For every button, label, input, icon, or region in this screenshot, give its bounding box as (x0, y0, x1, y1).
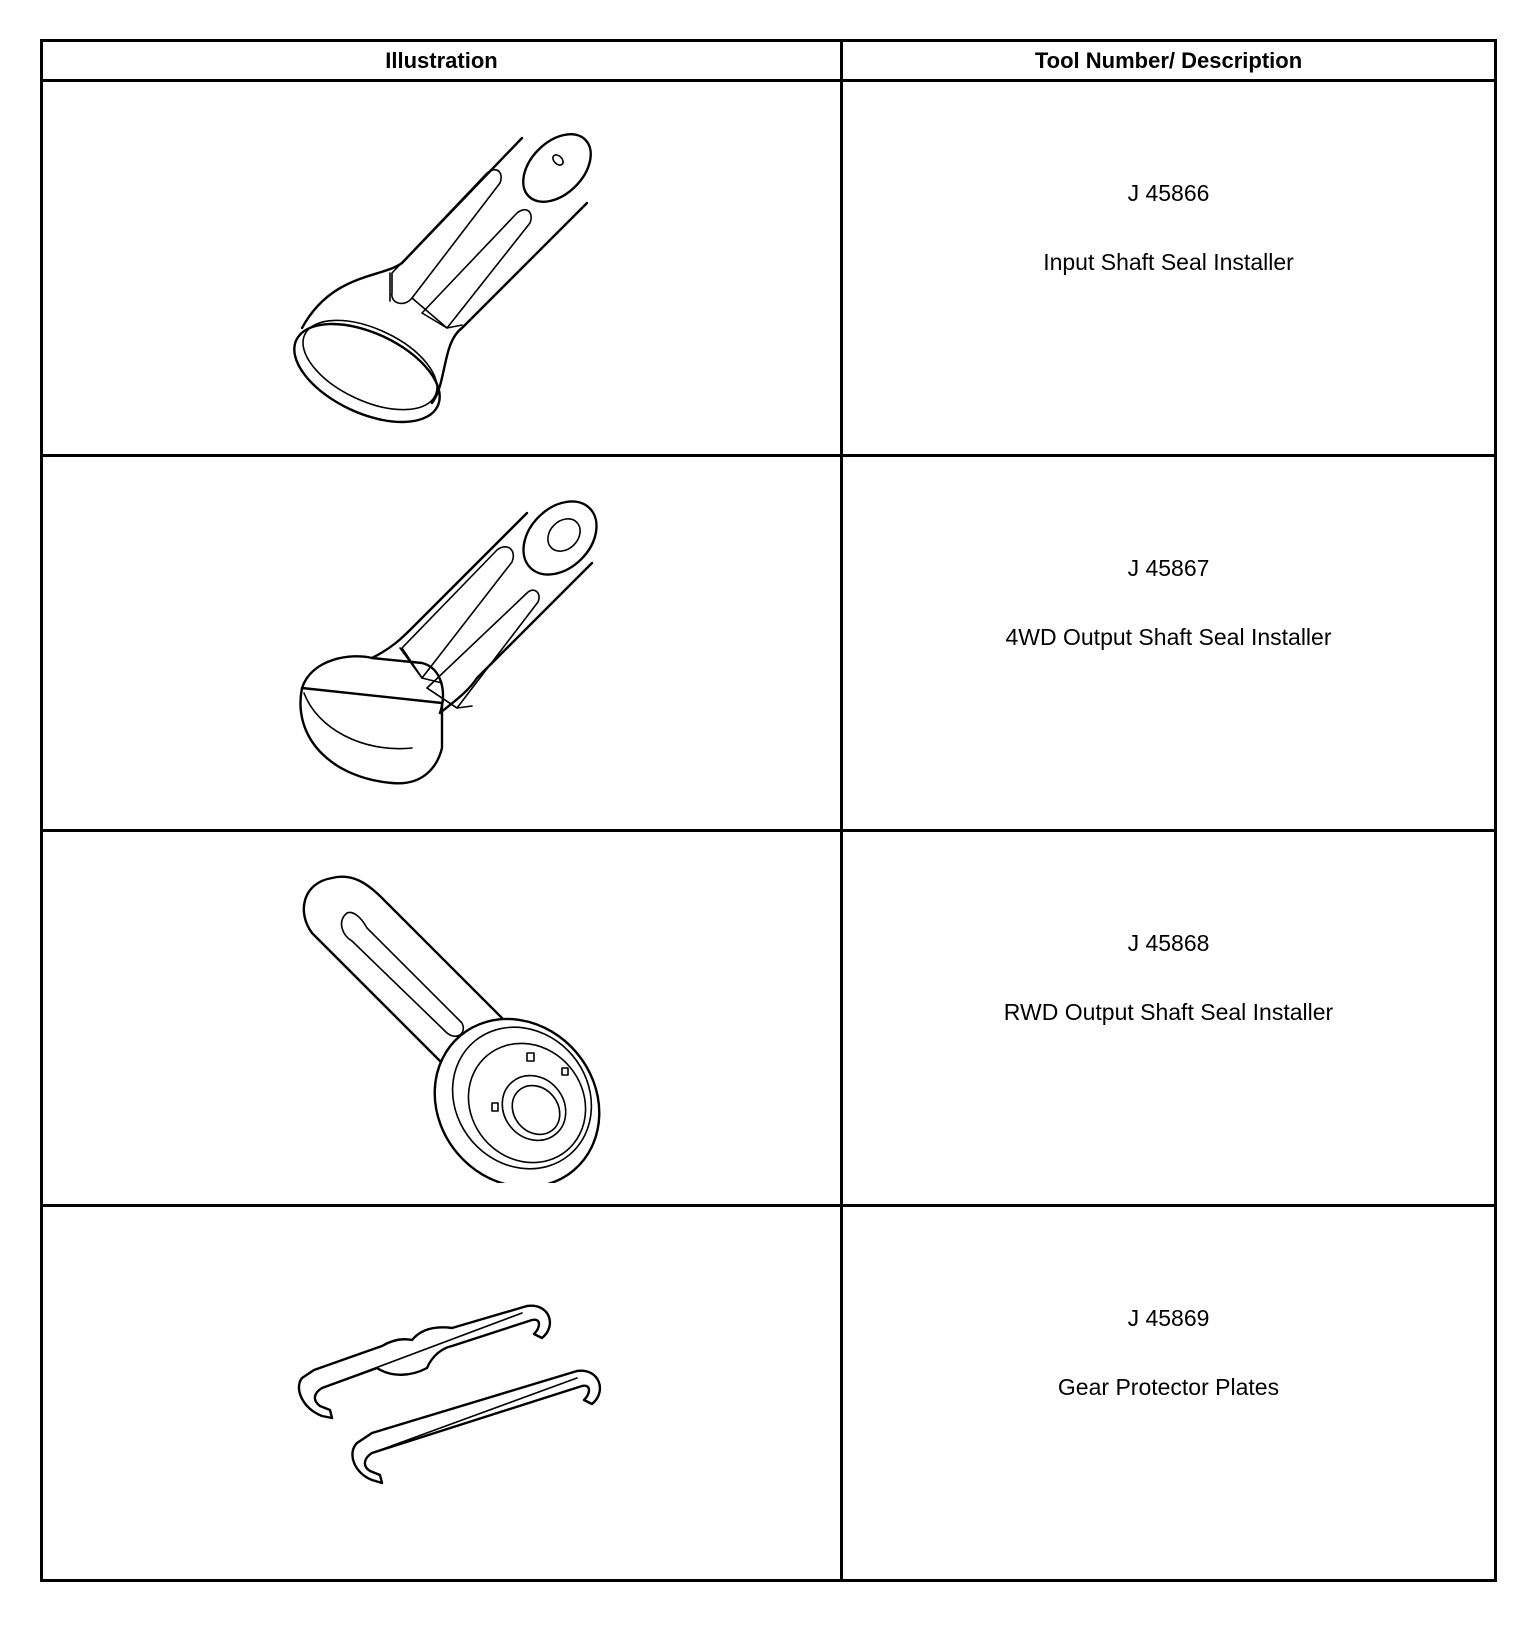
tool-number: J 45868 (1127, 930, 1210, 956)
header-row (42, 41, 1496, 81)
tool-number: J 45869 (1127, 1305, 1210, 1331)
seal-installer-bore-icon (272, 478, 612, 808)
table-row (42, 81, 1496, 456)
seal-installer-flanged-icon (272, 853, 612, 1183)
tool-description: RWD Output Shaft Seal Installer (1003, 999, 1334, 1025)
tool-number: J 45867 (1127, 555, 1210, 581)
description-header: Tool Number/ Description (842, 41, 1496, 81)
description-cell (842, 1206, 1496, 1581)
tool-description: 4WD Output Shaft Seal Installer (1005, 624, 1332, 650)
tool-number: J 45866 (1127, 180, 1210, 206)
description-cell (842, 81, 1496, 456)
description-cell (842, 456, 1496, 831)
tool-description: Gear Protector Plates (1057, 1374, 1280, 1400)
tool-description: Input Shaft Seal Installer (1043, 249, 1294, 275)
illustration-cell (42, 456, 842, 831)
illustration-header: Illustration (42, 41, 842, 81)
description-cell (842, 831, 1496, 1206)
table-row (42, 1206, 1496, 1581)
illustration-cell (42, 81, 842, 456)
illustration-cell (42, 1206, 842, 1581)
table-row (42, 456, 1496, 831)
gear-protector-plates-icon (272, 1228, 612, 1558)
seal-installer-tapered-icon (272, 103, 612, 433)
special-tools-table (40, 39, 1497, 1582)
illustration-cell (42, 831, 842, 1206)
table-row (42, 831, 1496, 1206)
